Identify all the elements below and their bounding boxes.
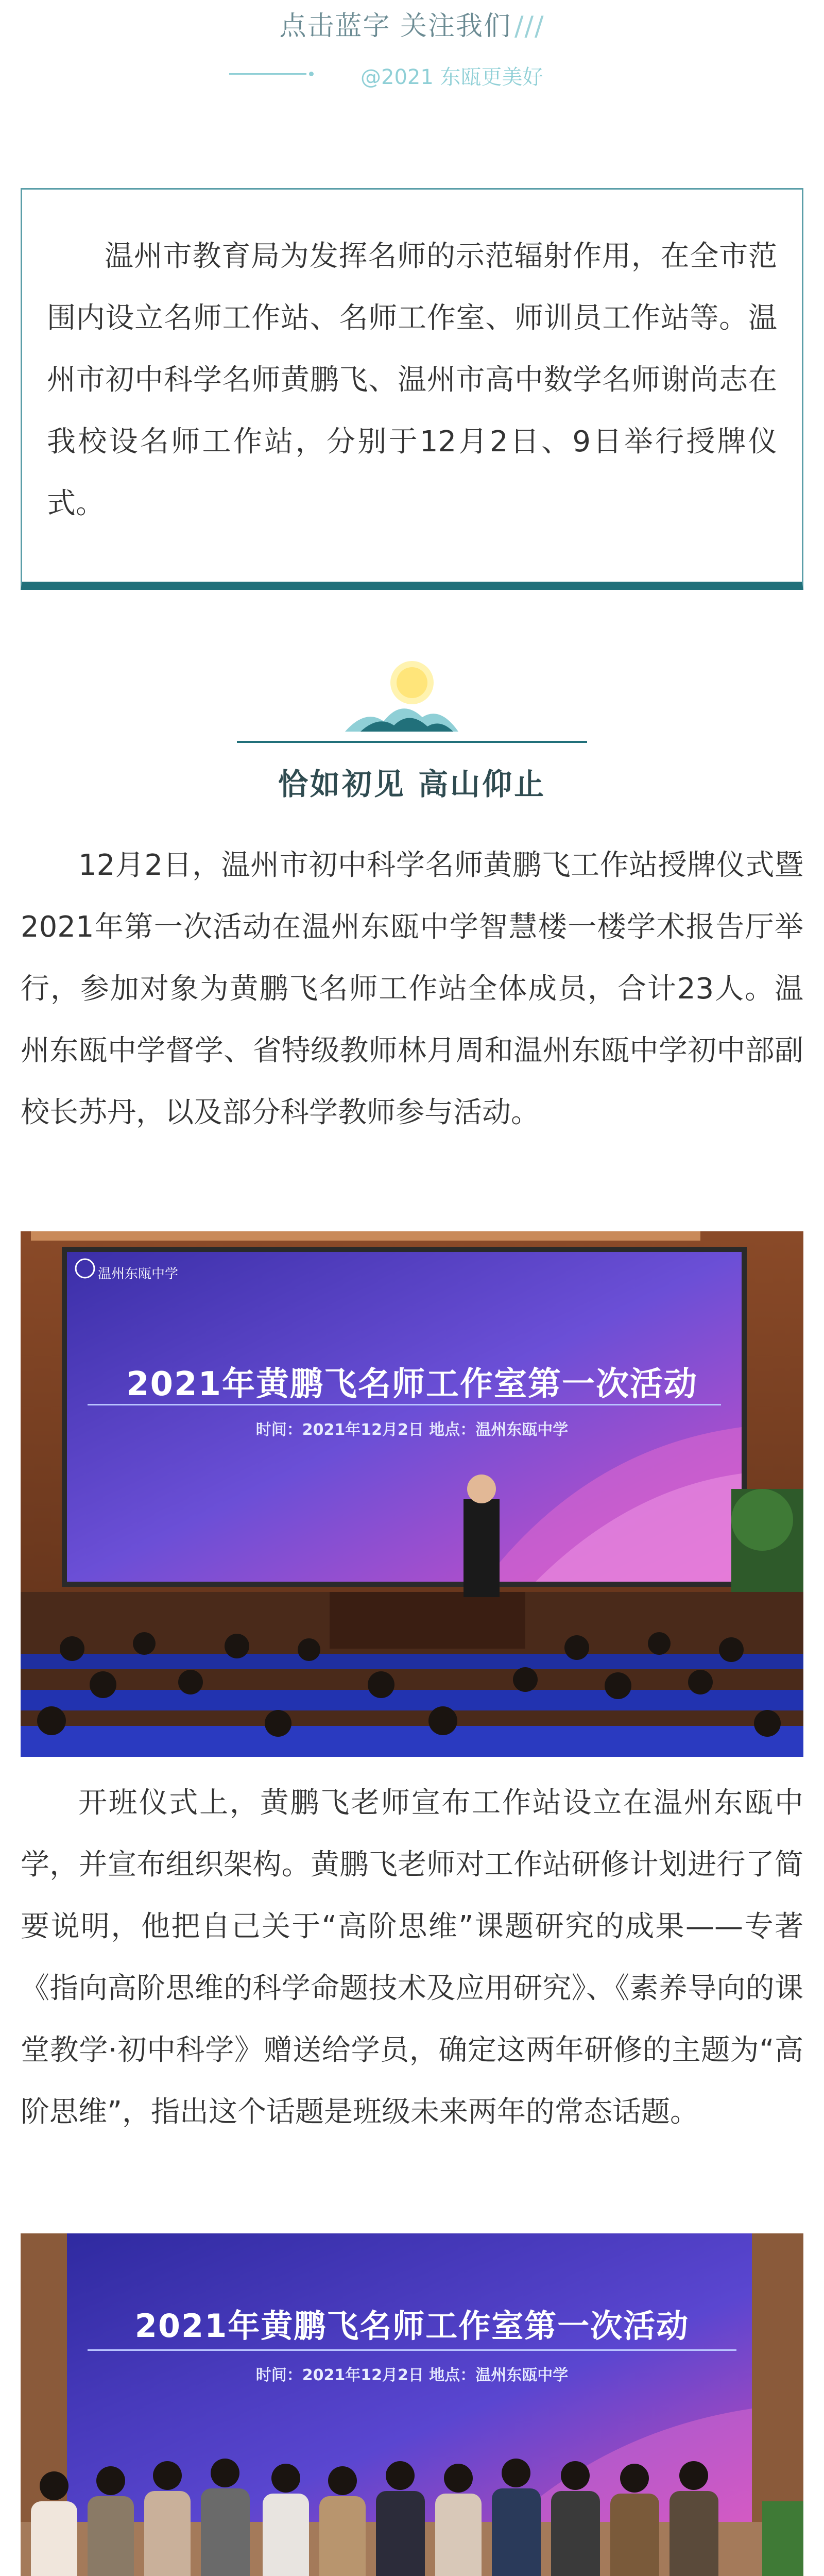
- event-photo-1[interactable]: [21, 1231, 803, 1757]
- school-logo: 温州东瓯中学: [98, 1266, 179, 1282]
- mountain-sun-icon: [237, 654, 587, 757]
- follow-label: 点击蓝字 关注我们: [279, 11, 511, 42]
- banner-info: 时间：2021年12月2日 地点：温州东瓯中学: [255, 2366, 569, 2384]
- event-photo-2[interactable]: [21, 2233, 803, 2576]
- paragraph-2: 开班仪式上，黄鹏飞老师宣布工作站设立在温州东瓯中学，并宣布组织架构。黄鹏飞老师对工作站研修计划进行了简要说明，他把自己关于“高阶思维”课题研究的成果——专著《指向高阶思维的科学命题技术及应用研究》、《素养导向的课堂教学·初中科学》赠送给学员，确定这两年研修的主题为“高阶思维”，指出这个话题是班级未来两年的常态话题。: [21, 1786, 803, 2129]
- banner-info: 时间：2021年12月2日 地点：温州东瓯中学: [255, 1421, 569, 1439]
- divider-dot: [309, 72, 314, 76]
- banner-title: 2021年黄鹏飞名师工作室第一次活动: [126, 1365, 698, 1403]
- header-subtitle: @2021 东瓯更美好: [360, 65, 543, 89]
- slashes-decoration: ///: [514, 11, 545, 42]
- follow-header: [0, 0, 824, 124]
- follow-us-text[interactable]: [0, 4, 824, 43]
- paragraph-1: 12月2日，温州市初中科学名师黄鹏飞工作站授牌仪式暨2021年第一次活动在温州东瓯中学智慧楼一楼学术报告厅举行，参加对象为黄鹏飞名师工作站全体成员，合计23人。温州东瓯中学督学、省特级教师林月周和温州东瓯中学初中部副校长苏丹，以及部分科学教师参与活动。: [21, 849, 803, 1129]
- section-title: 恰如初见 高山仰止: [278, 767, 546, 802]
- banner-title: 2021年黄鹏飞名师工作室第一次活动: [134, 2307, 690, 2345]
- divider-line: [229, 73, 306, 75]
- intro-text: 温州市教育局为发挥名师的示范辐射作用，在全市范围内设立名师工作站、名师工作室、师训员工作站等。温州市初中科学名师黄鹏飞、温州市高中数学名师谢尚志在我校设名师工作站，分别于12月2日、9日举行授牌仪式。: [47, 240, 777, 520]
- intro-box: [21, 188, 803, 590]
